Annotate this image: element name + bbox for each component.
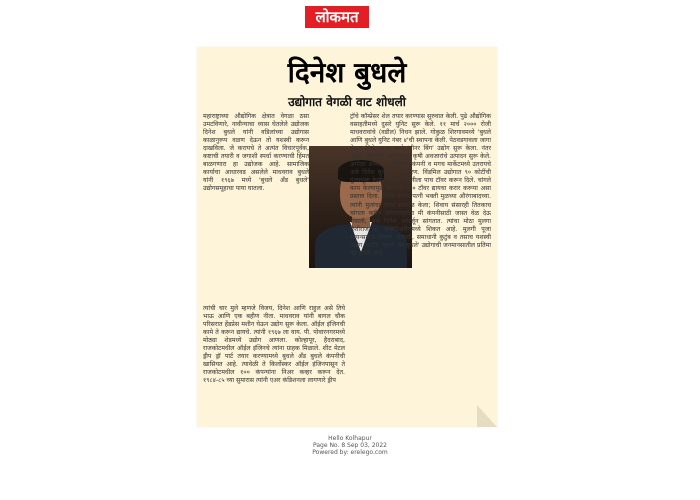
news-clipping [197,47,497,427]
page-fold-corner [477,405,497,427]
article-paragraph: त्यांची चार मुले म्हणजे विजय, दिनेश आणि राहुल असे तिघे भाऊ आणि एक बहीण नीता. माधवराव यांनी बागल चौक परिसरात हेंडप्रेस मशीन घेऊन उद्योग सुरू केला. ऑईल इंजिनची कामे ते करून द्यायचे. त्यांनी १९६७ ला वाय. पी. पोवारनगरमध्ये मोठ्या शेडमध्ये उद्योग आणला. कोल्हापूर, हैदराबाद, राजकोटमधील ऑईल इंजिनचे त्यांना ग्राहक मिळाले. शीट मेटल ड्रीप ड्रॉ पार्ट तयार करण्यामध्ये बुधले अँड बुधले कंपनीची खासियत आहे. त्यावेळी ते किर्लोस्कर ऑईल इंजिनपासून ते राजकोटमधील १०० कंपन्यांना निअर कव्हर करून देत. १९८४-८५ च्या सुमारास त्यांनी एअर कंडिशनला लागणारे ड्रीप [203,305,345,385]
article-left-lower [203,305,345,385]
article-right-column [350,113,491,258]
lokmat-logo: लोकमत [305,6,369,28]
article-paragraph: महाराष्ट्राच्या औद्योगिक क्षेत्रात वेगळा ठसा उमटविणारे, नावीन्याचा ध्यास घेतलेले उद्योजक दिनेश बुधले यांनी वडिलांच्या उद्योगास काळानुरूप वळण देऊन तो यशस्वी करून दाखविला. जे करायचे ते अत्यंत विचारपूर्वक, कष्टाची तयारी व जगाशी स्पर्धा करण्याची हिंमत बाळगणारा हा उद्योजक आहे. सामाजिक कार्याचा आधारवड असलेले माधवराव बुधले यांनी १९६७ मध्ये 'बुधले अँड बुधले' उद्योगसमूहाचा पाया घातला. [203,113,309,193]
article-paragraph: ट्रॉचे कॉम्प्रेसर शेल तयार करण्यास सुरुवात केली. पुढे औद्योगिक वसाहतीमध्ये दुसरे युनिट सुरू केले. ११ मार्च २००० रोजी माधवरावांचे (वडील) निधन झाले. गोकुळ शिरगावमध्ये 'बुधले आणि बुधले युनिट नंबर ४'ची स्थापना केली. पेठवडगावला जागा घेऊन तिथे २००४ मध्ये 'ग्रीनर बिंग' उद्योग सुरू केला. नंतर 'बुधले अँग्रो'च्या माध्यमातून कृषी अवजारांचे उत्पादन सुरू केले. अगोदर अभ्यास, त्यानंतरच कंपनी व मगच मार्केटमध्ये उतरायचे असे दिनेश बुधले यांचे धोरण. विंडमिल उद्योगात ९० कोटींची गुंतवणूक केली. गमेसा कंपनीला पाच टॉवर करून दिले. चांगले काम केल्यामुळे कंपनीने ४०० टॉवर द्यायचा करार करूया असा प्रस्ताव दिला. दिनेश यांच्या पत्नी भक्ती मुळच्या औरंगाबादच्या. त्यांनी मुलांचा उत्तम सांभाळ केला; शिवाय संसारही तितकाच चांगला करीत असल्यामुळेच मी कंपनीसाठी जास्त वेळ देऊ शकलो, असे दिनेश आवर्जून सांगतात. त्यांचा मोठा मुलगा रिशीराज हा इंजिनिअरिंगमध्ये शिकत आहे. मुलगी पूजा सायन्समध्ये शिकते. यशस्वी, समाधानी कुटुंब व तसाच यशस्वी उद्योग अशीच 'बुधले अँड बुधले' उद्योगाची जनमानसातील प्रतिमा घट्ट झाली आहे. [350,113,491,257]
headline: दिनेश बुधले [287,56,407,89]
page-date: Page No. 8 Sep 03, 2022 [313,442,387,449]
article-left-column [203,113,309,193]
powered-by[interactable]: Powered by: erelego.com [312,449,388,456]
footer [0,435,700,456]
subheadline: उद्योगात वेगळी वाट शोधली [288,95,406,109]
edition-name: Hello Kolhapur [328,435,372,442]
